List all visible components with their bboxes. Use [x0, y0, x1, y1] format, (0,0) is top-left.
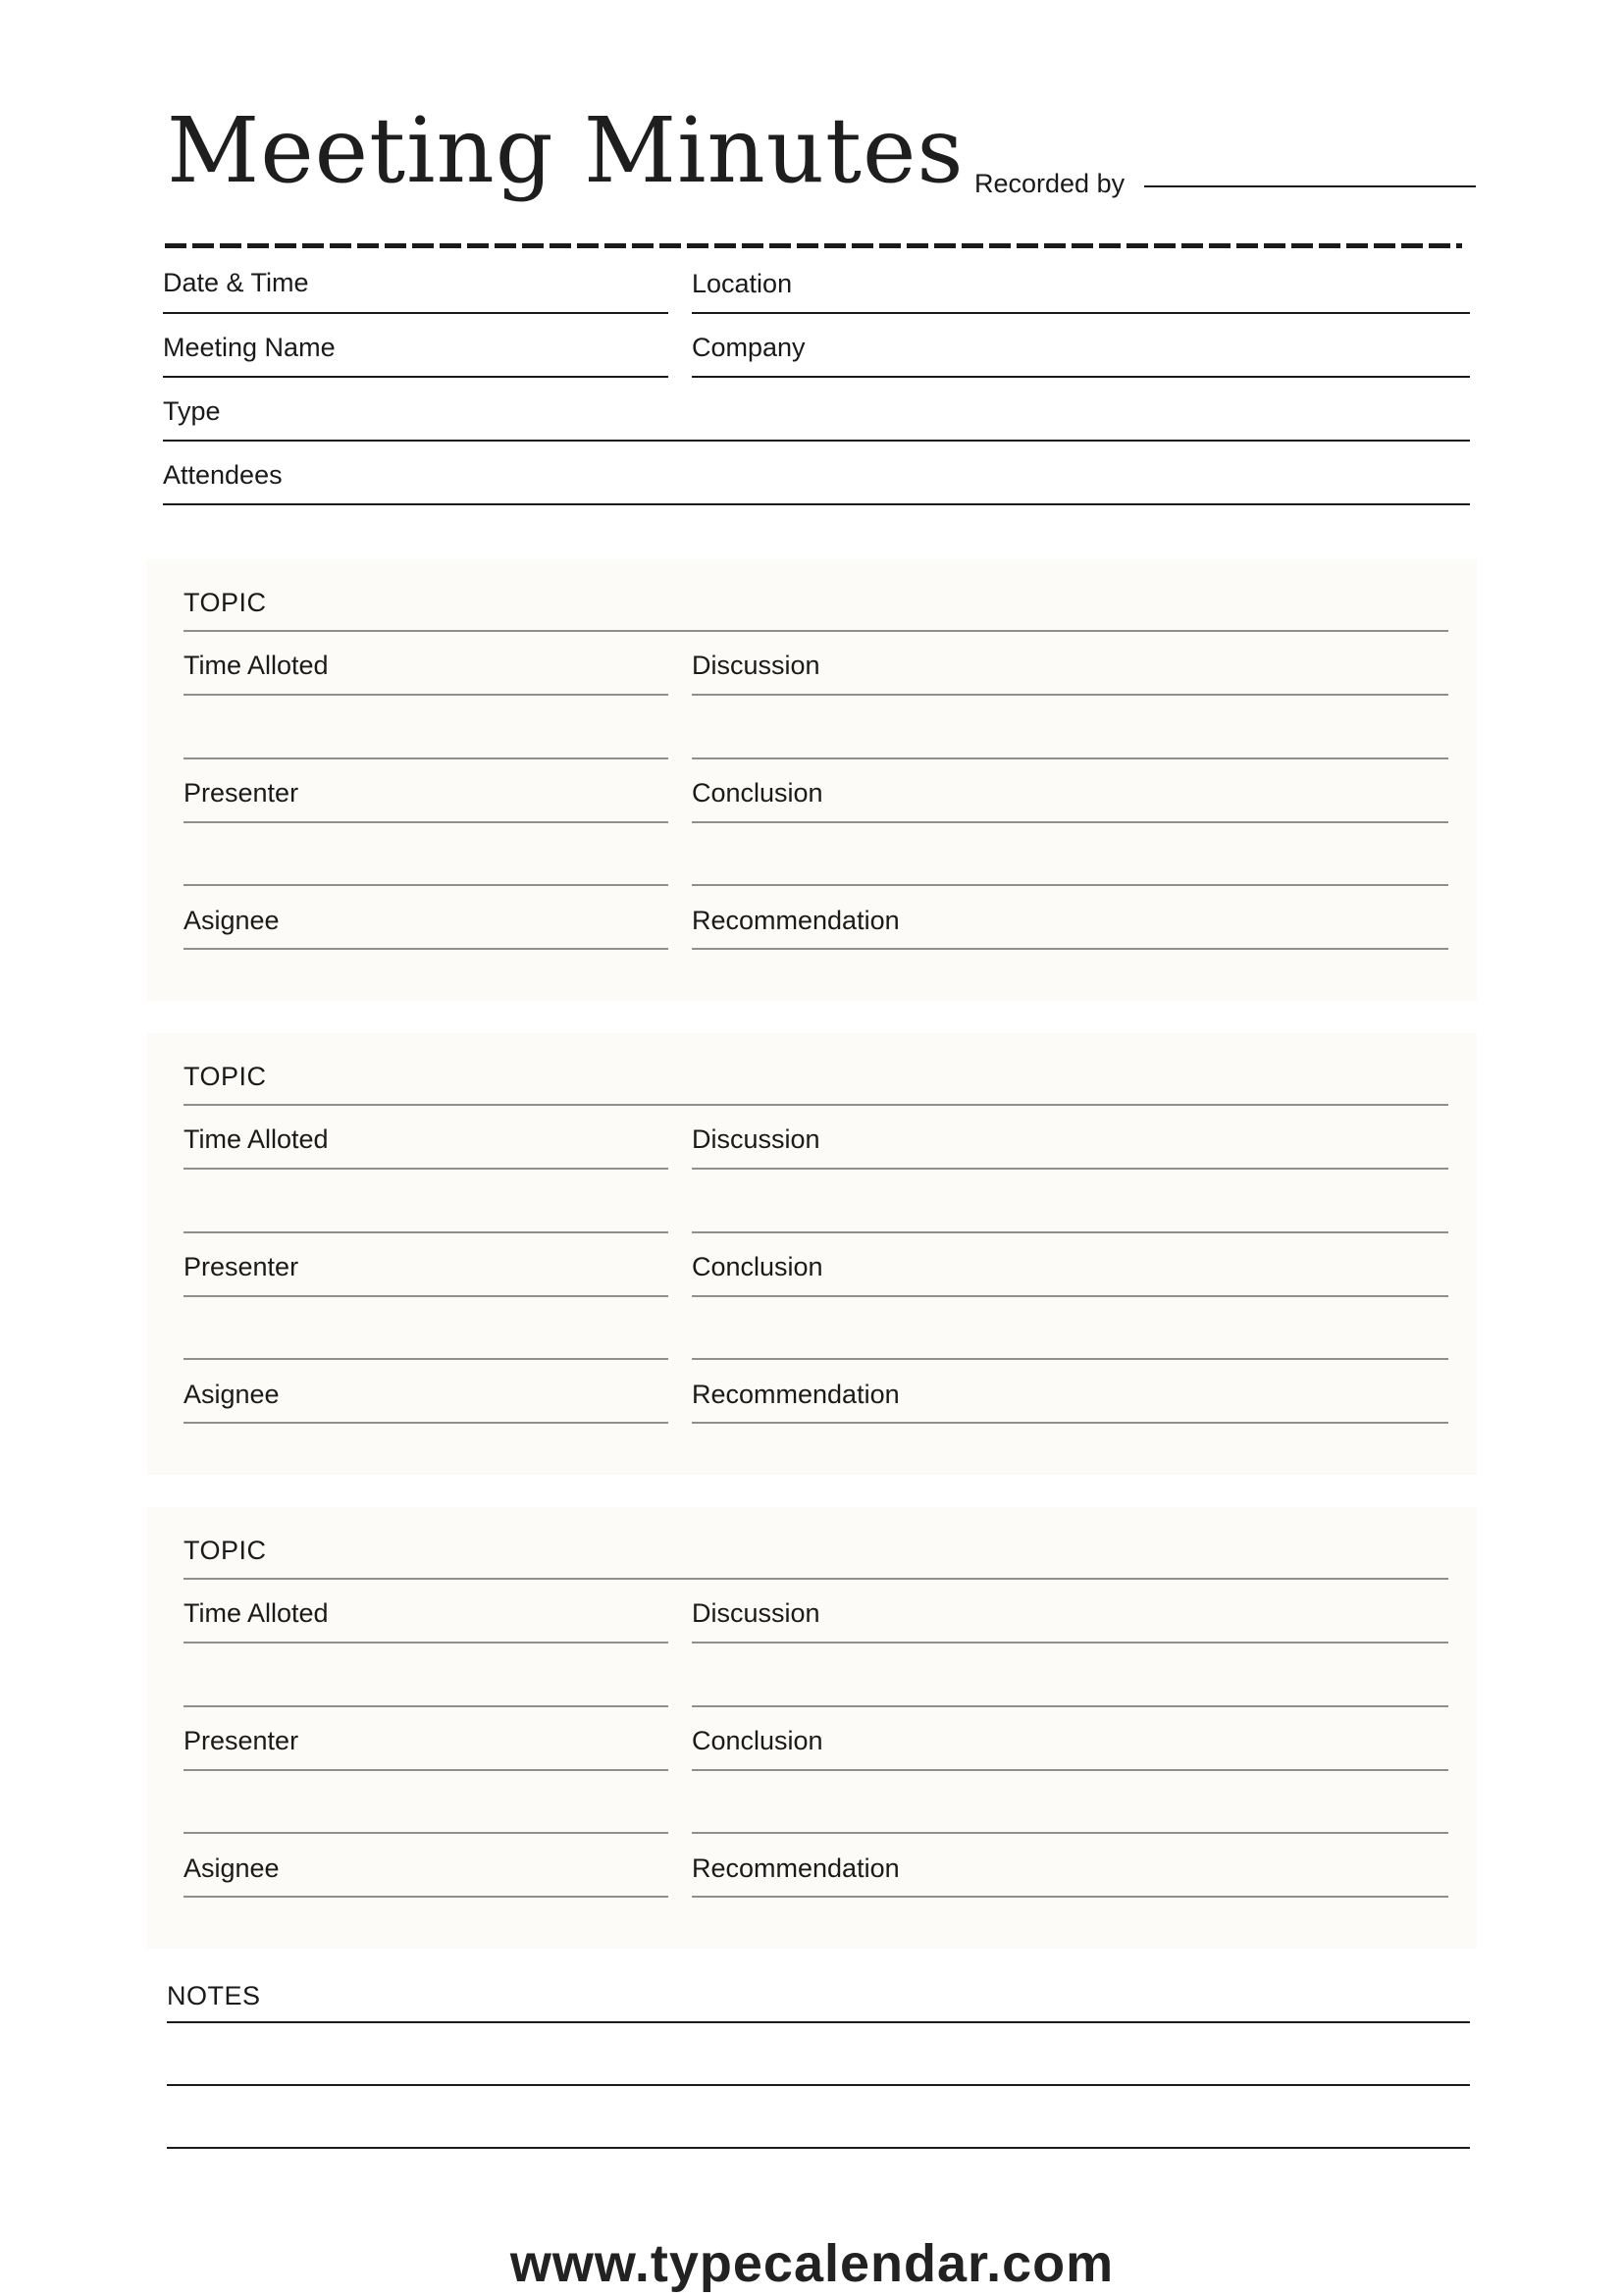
notes-line[interactable] — [167, 2021, 1470, 2023]
date-time-label: Date & Time — [163, 268, 309, 297]
recorded-by-label: Recorded by — [974, 169, 1126, 198]
recommendation-line[interactable] — [692, 948, 1448, 950]
topic-heading: TOPIC — [183, 1536, 267, 1565]
company-label: Company — [692, 333, 806, 362]
presenter-label: Presenter — [183, 778, 299, 808]
page-title: Meeting Minutes — [167, 98, 965, 203]
recommendation-label: Recommendation — [692, 1853, 900, 1883]
asignee-label: Asignee — [183, 906, 280, 935]
notes-line[interactable] — [167, 2147, 1470, 2149]
presenter-line-2[interactable] — [183, 1358, 668, 1360]
asignee-line[interactable] — [183, 1422, 668, 1424]
conclusion-label: Conclusion — [692, 778, 823, 808]
recommendation-label: Recommendation — [692, 1380, 900, 1409]
topic-line[interactable] — [183, 630, 1448, 632]
time-alloted-line-2[interactable] — [183, 1705, 668, 1707]
topic-heading: TOPIC — [183, 1062, 267, 1091]
topic-line[interactable] — [183, 1578, 1448, 1580]
discussion-line-2[interactable] — [692, 1231, 1448, 1233]
attendees-line[interactable] — [163, 503, 1470, 505]
recommendation-line[interactable] — [692, 1896, 1448, 1898]
presenter-label: Presenter — [183, 1726, 299, 1755]
asignee-label: Asignee — [183, 1380, 280, 1409]
time-alloted-line-2[interactable] — [183, 1231, 668, 1233]
notes-line[interactable] — [167, 2084, 1470, 2086]
presenter-line[interactable] — [183, 1769, 668, 1771]
asignee-line[interactable] — [183, 948, 668, 950]
time-alloted-label: Time Alloted — [183, 1598, 329, 1628]
time-alloted-line[interactable] — [183, 694, 668, 696]
presenter-label: Presenter — [183, 1252, 299, 1281]
location-label: Location — [692, 269, 793, 298]
conclusion-line[interactable] — [692, 1769, 1448, 1771]
dashed-divider — [165, 243, 1462, 248]
discussion-line-2[interactable] — [692, 1705, 1448, 1707]
topic-line[interactable] — [183, 1104, 1448, 1106]
footer-url: www.typecalendar.com — [509, 2234, 1115, 2293]
discussion-line[interactable] — [692, 1168, 1448, 1170]
time-alloted-line[interactable] — [183, 1642, 668, 1644]
time-alloted-line[interactable] — [183, 1168, 668, 1170]
asignee-label: Asignee — [183, 1853, 280, 1883]
recorded-by-line[interactable] — [1144, 185, 1476, 187]
conclusion-line[interactable] — [692, 1295, 1448, 1297]
time-alloted-line-2[interactable] — [183, 757, 668, 759]
recommendation-line[interactable] — [692, 1422, 1448, 1424]
type-line[interactable] — [163, 440, 1470, 442]
presenter-line-2[interactable] — [183, 1832, 668, 1834]
conclusion-line-2[interactable] — [692, 884, 1448, 886]
conclusion-line-2[interactable] — [692, 1832, 1448, 1834]
presenter-line-2[interactable] — [183, 884, 668, 886]
topic-heading: TOPIC — [183, 588, 267, 617]
discussion-line[interactable] — [692, 694, 1448, 696]
conclusion-label: Conclusion — [692, 1726, 823, 1755]
date-time-line[interactable] — [163, 312, 668, 314]
notes-heading: NOTES — [167, 1981, 261, 2010]
discussion-label: Discussion — [692, 1124, 820, 1154]
company-line[interactable] — [692, 376, 1470, 378]
conclusion-line[interactable] — [692, 821, 1448, 823]
meeting-name-label: Meeting Name — [163, 333, 336, 362]
time-alloted-label: Time Alloted — [183, 1124, 329, 1154]
presenter-line[interactable] — [183, 821, 668, 823]
discussion-line[interactable] — [692, 1642, 1448, 1644]
asignee-line[interactable] — [183, 1896, 668, 1898]
presenter-line[interactable] — [183, 1295, 668, 1297]
conclusion-label: Conclusion — [692, 1252, 823, 1281]
attendees-label: Attendees — [163, 460, 283, 490]
discussion-label: Discussion — [692, 1598, 820, 1628]
conclusion-line-2[interactable] — [692, 1358, 1448, 1360]
meeting-name-line[interactable] — [163, 376, 668, 378]
discussion-label: Discussion — [692, 651, 820, 680]
recommendation-label: Recommendation — [692, 906, 900, 935]
time-alloted-label: Time Alloted — [183, 651, 329, 680]
discussion-line-2[interactable] — [692, 757, 1448, 759]
location-line[interactable] — [692, 312, 1470, 314]
type-label: Type — [163, 396, 221, 426]
